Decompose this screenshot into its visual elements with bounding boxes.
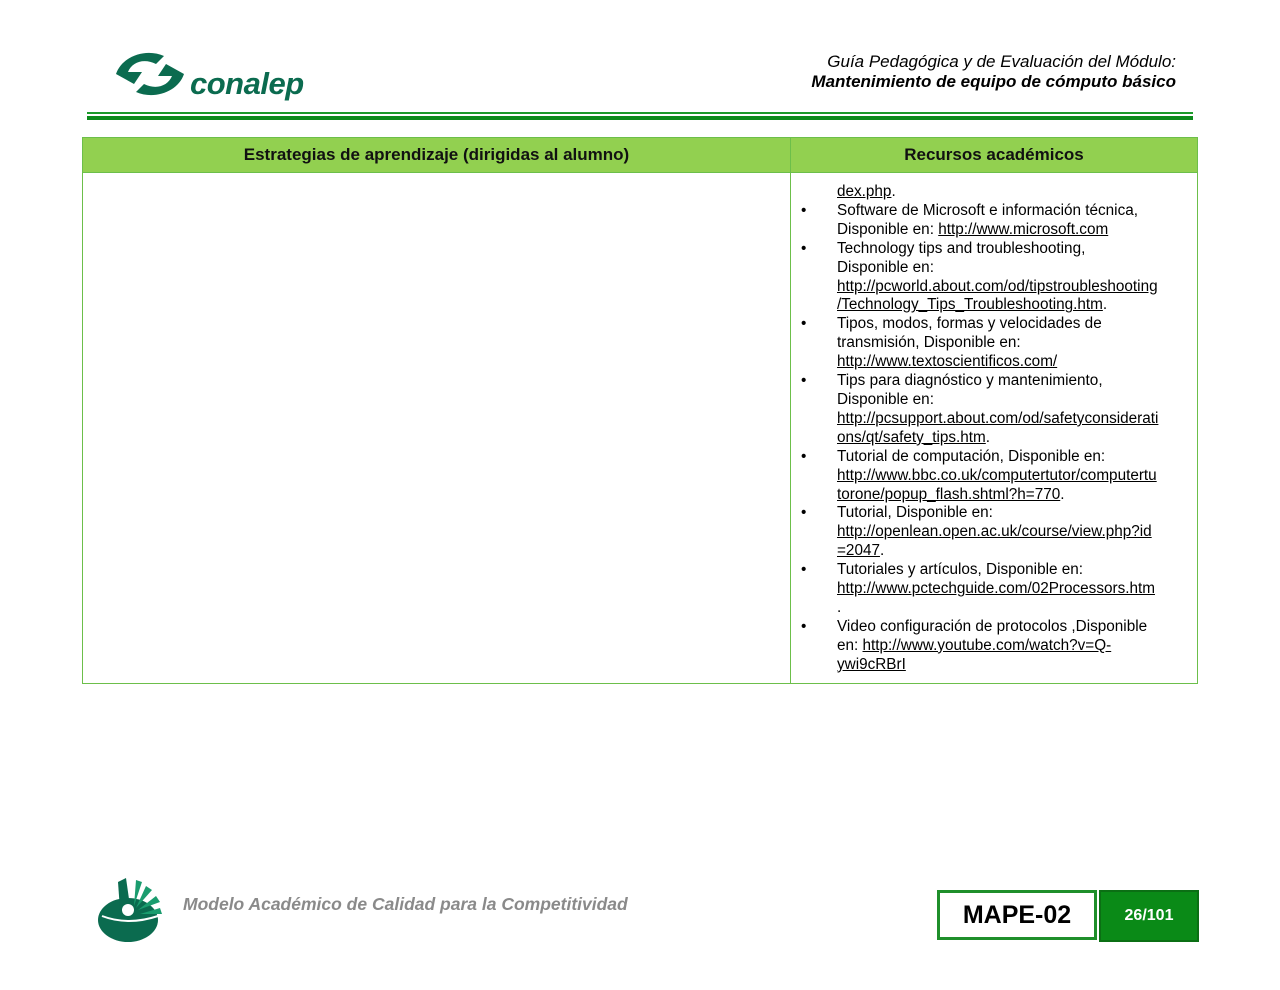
resource-line	[837, 202, 1197, 221]
resource-line	[837, 240, 1197, 259]
resource-text: Tips para diagnóstico y mantenimiento,	[837, 372, 1103, 390]
resource-item: • Tipos, modos, formas y velocidades de transmisión, Disponible en: http://www.textoscientificos.com/	[799, 315, 1197, 372]
resource-text: Disponible en:	[837, 258, 934, 276]
resource-link[interactable]: http://openlean.open.ac.uk/course/view.php?id	[837, 523, 1152, 541]
resource-line	[837, 599, 1197, 618]
resource-line	[837, 637, 1197, 656]
resource-line	[837, 391, 1197, 410]
resource-line	[837, 315, 1197, 334]
module-title: Mantenimiento de equipo de cómputo básico	[811, 72, 1176, 91]
resource-line	[837, 656, 1197, 675]
resource-line	[837, 259, 1197, 278]
strategies-table	[82, 137, 1198, 684]
resource-link[interactable]: http://www.microsoft.com	[938, 220, 1109, 238]
header-rule-thick	[87, 116, 1193, 120]
resource-text: .	[985, 428, 991, 446]
resource-text: Disponible en:	[837, 390, 934, 408]
resource-link[interactable]: http://www.textoscientificos.com/	[837, 353, 1058, 371]
resource-item: • Technology tips and troubleshooting, Disponible en: http://pcworld.about.com/od/tipstroubleshooting /Technology_Tips_Troubleshooting.htm.	[799, 240, 1197, 316]
resource-text: Disponible en:	[837, 220, 939, 238]
conalep-logo-icon	[112, 50, 188, 105]
resource-text: .	[837, 598, 842, 616]
modelo-academico-logo-icon	[96, 876, 166, 951]
resource-text: .	[891, 183, 896, 200]
resource-link[interactable]: =2047	[837, 542, 880, 560]
resource-line	[837, 561, 1197, 580]
resource-link[interactable]: http://www.bbc.co.uk/computertutor/computertu	[837, 466, 1157, 484]
resource-line	[837, 296, 1197, 315]
resource-link[interactable]: http://pcworld.about.com/od/tipstroubleshooting	[837, 277, 1158, 295]
resource-text: en:	[837, 636, 863, 654]
resource-line	[837, 523, 1197, 542]
resource-item: • Tips para diagnóstico y mantenimiento, Disponible en: http://pcsupport.about.com/od/safetyconsiderati ons/qt/safety_tips.htm.	[799, 372, 1197, 448]
resource-line	[837, 183, 1197, 202]
resource-text: transmisión, Disponible en:	[837, 334, 1021, 352]
resource-line	[837, 504, 1197, 523]
resource-link[interactable]: dex.php	[837, 183, 892, 200]
resource-line	[837, 221, 1197, 240]
resources-list	[791, 173, 1197, 683]
resource-link[interactable]: http://www.pctechguide.com/02Processors.htm	[837, 580, 1155, 598]
resource-line	[837, 334, 1197, 353]
resource-line	[837, 372, 1197, 391]
resource-text: Video configuración de protocolos ,Disponible	[837, 617, 1148, 635]
resource-line	[837, 448, 1197, 467]
resource-item: • Software de Microsoft e información técnica, Disponible en: http://www.microsoft.com	[799, 202, 1197, 240]
col-header-strategies: Estrategias de aprendizaje (dirigidas al alumno)	[83, 138, 791, 173]
resource-item	[799, 183, 1197, 202]
resource-line	[837, 467, 1197, 486]
resource-line	[837, 429, 1197, 448]
strategies-cell	[83, 173, 791, 684]
document-header	[811, 52, 1176, 92]
resource-text: Tutoriales y artículos, Disponible en:	[837, 561, 1083, 579]
header-rule	[87, 112, 1193, 114]
resource-link[interactable]: http://www.youtube.com/watch?v=Q-	[862, 636, 1112, 654]
resource-link[interactable]: http://pcsupport.about.com/od/safetyconsiderati	[837, 409, 1159, 427]
resource-line	[837, 542, 1197, 561]
col-header-resources: Recursos académicos	[791, 138, 1198, 173]
resource-link[interactable]: /Technology_Tips_Troubleshooting.htm	[837, 296, 1103, 314]
resource-link[interactable]: torone/popup_flash.shtml?h=770	[837, 485, 1061, 503]
resource-item: • Video configuración de protocolos ,Disponible en: http://www.youtube.com/watch?v=Q- ywi9cRBrI	[799, 618, 1197, 675]
resource-text: .	[1102, 296, 1108, 314]
resource-line	[837, 486, 1197, 505]
footer-slogan: Modelo Académico de Calidad para la Competitividad	[183, 894, 628, 914]
resource-text: Technology tips and troubleshooting,	[837, 239, 1086, 257]
resource-link[interactable]: ywi9cRBrI	[837, 655, 906, 673]
resource-item: • Tutoriales y artículos, Disponible en: http://www.pctechguide.com/02Processors.htm .	[799, 561, 1197, 618]
resource-link[interactable]: ons/qt/safety_tips.htm	[837, 428, 986, 446]
resource-text: .	[1060, 485, 1065, 503]
resource-text: Tipos, modos, formas y velocidades de	[837, 315, 1102, 333]
resource-line	[837, 580, 1197, 599]
resource-line	[837, 410, 1197, 429]
resources-cell	[791, 173, 1198, 684]
resource-item: • Tutorial de computación, Disponible en: http://www.bbc.co.uk/computertutor/computertu torone/popup_flash.shtml?h=770.	[799, 448, 1197, 505]
page-number: 26/101	[1099, 890, 1199, 942]
guide-title: Guía Pedagógica y de Evaluación del Módulo:	[827, 52, 1176, 71]
resource-line	[837, 618, 1197, 637]
resource-item: • Tutorial, Disponible en: http://openlean.open.ac.uk/course/view.php?id =2047.	[799, 504, 1197, 561]
resource-text: Software de Microsoft e información técnica,	[837, 201, 1138, 219]
resource-line	[837, 353, 1197, 372]
resource-text: Tutorial, Disponible en:	[837, 504, 993, 522]
resource-text: .	[879, 542, 885, 560]
resource-text: Tutorial de computación, Disponible en:	[837, 447, 1106, 465]
document-code: MAPE-02	[937, 890, 1097, 940]
resource-line	[837, 278, 1197, 297]
logo-text: conalep	[190, 66, 304, 101]
